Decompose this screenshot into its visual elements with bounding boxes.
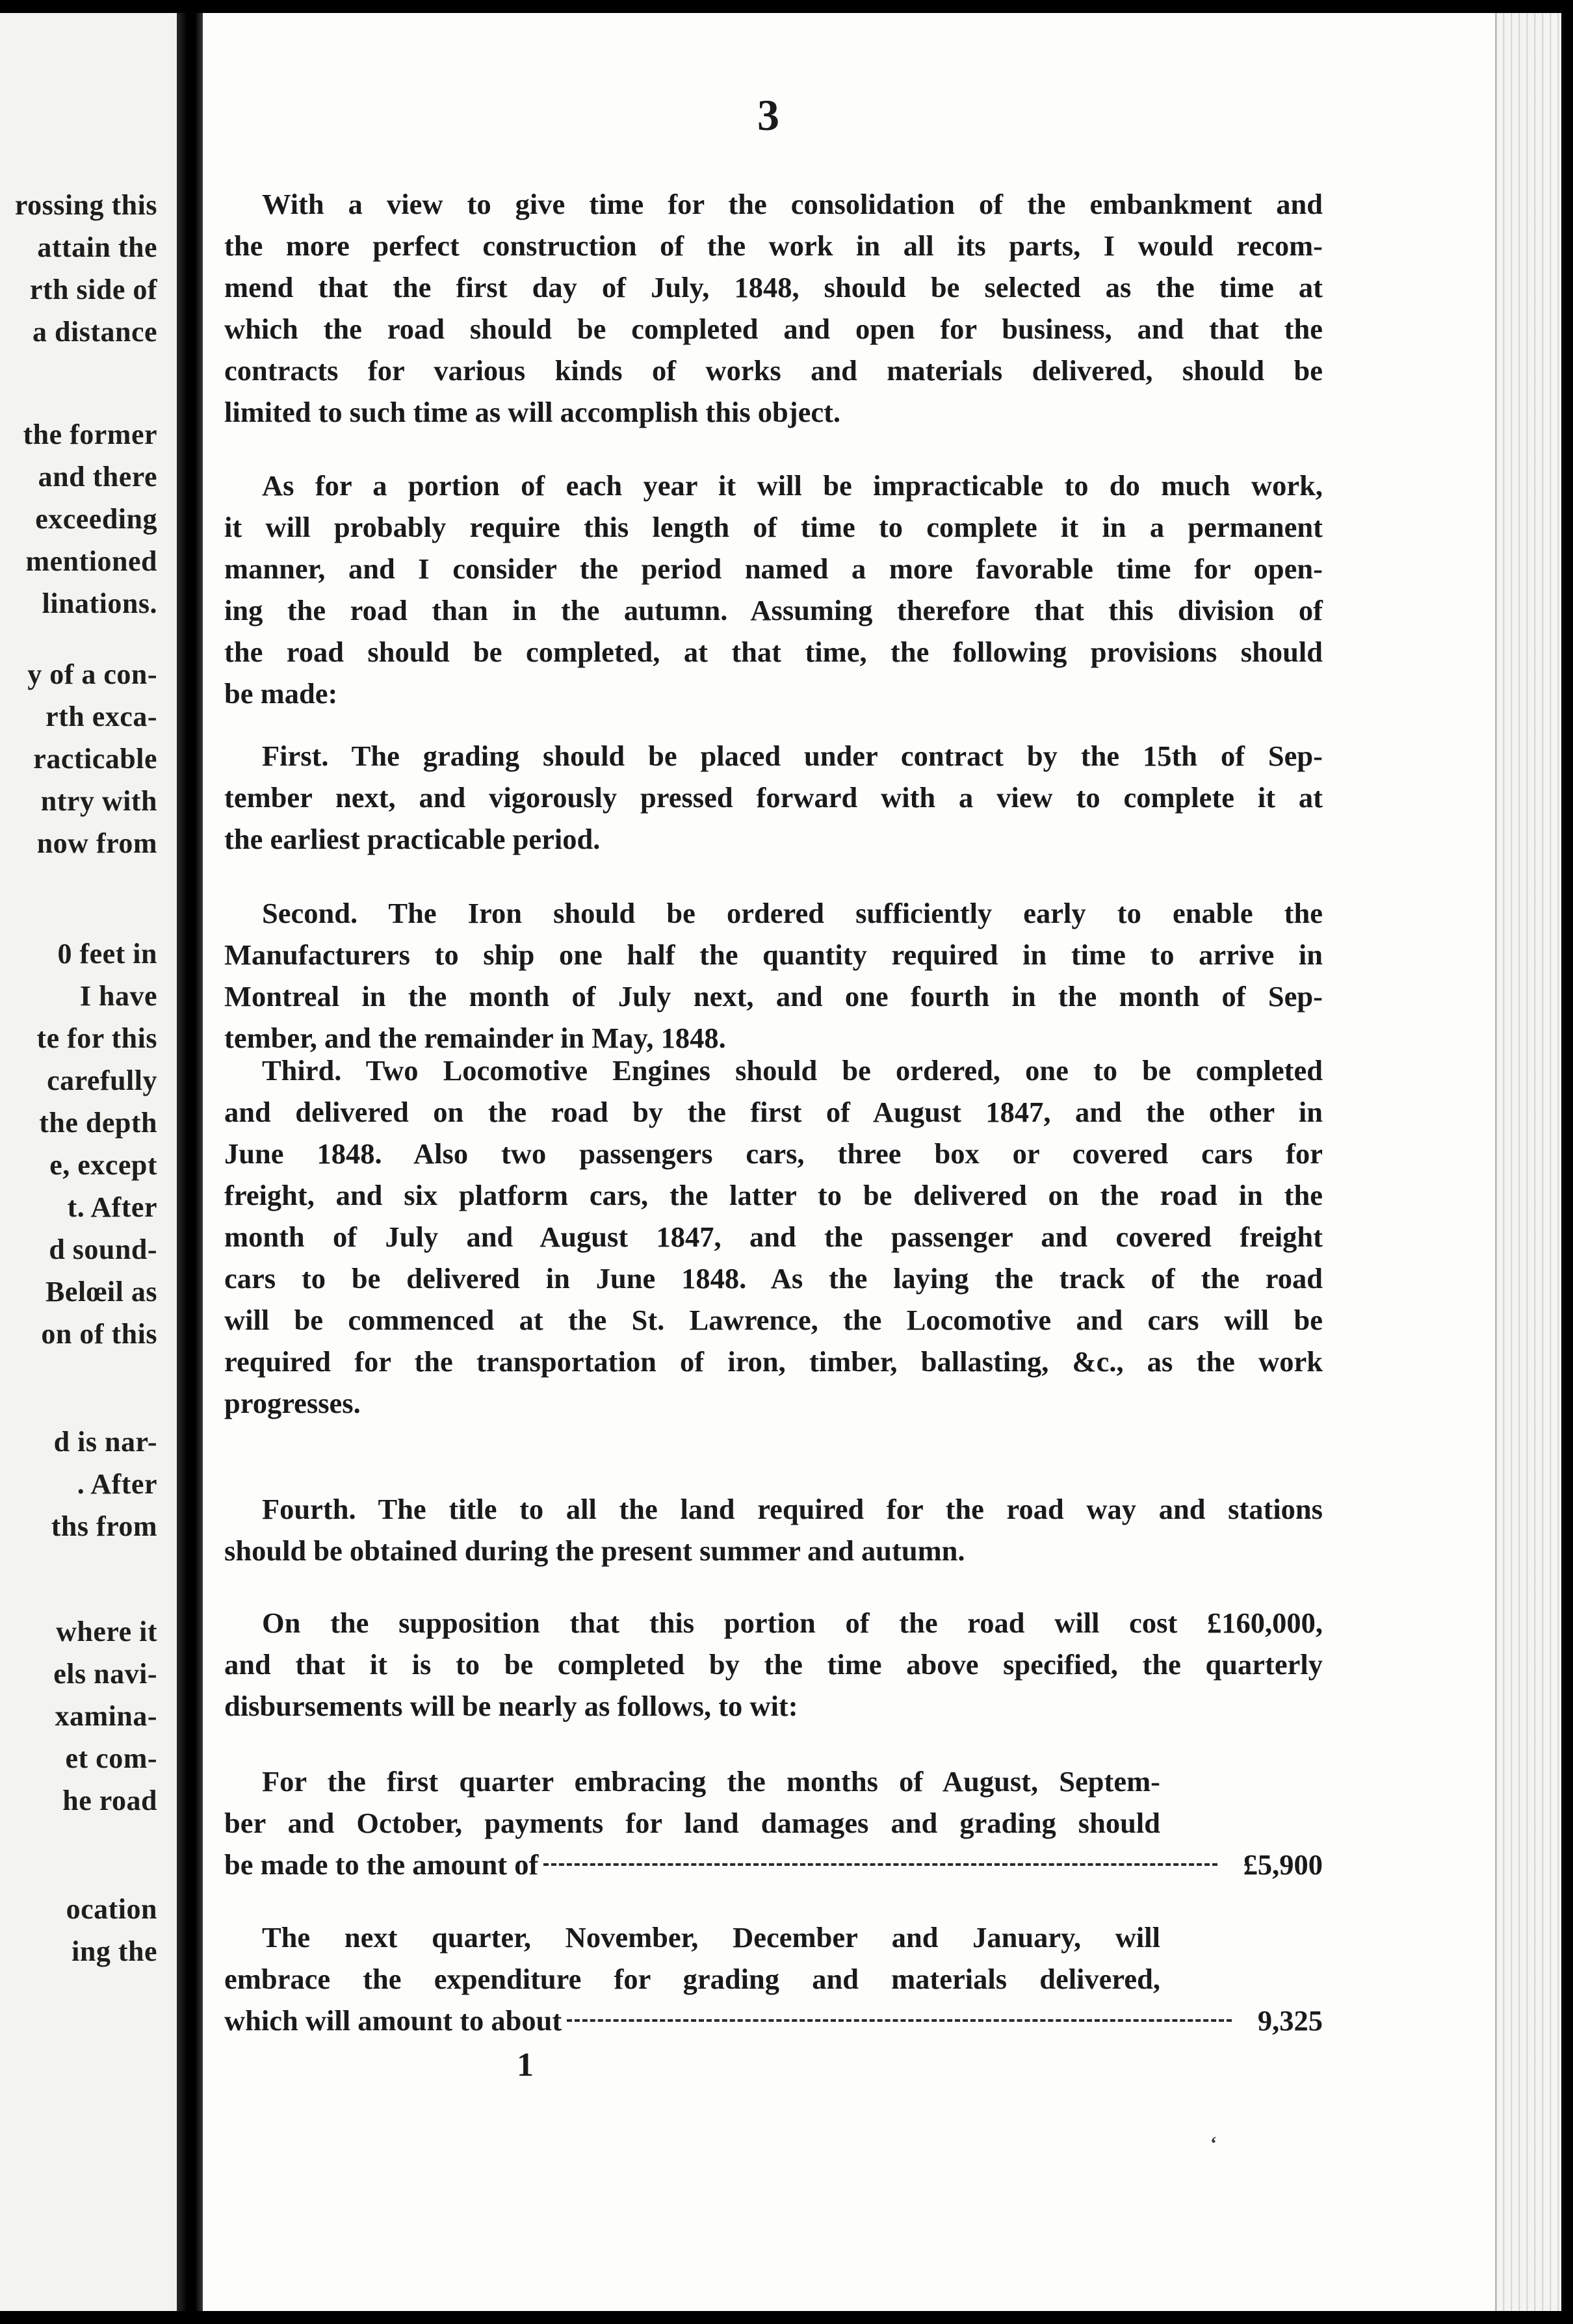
- text-line: which the road should be completed and open for business, and that the: [224, 313, 1323, 345]
- facing-page-line: mentioned: [25, 545, 157, 577]
- text-line: On the supposition that this portion of the road will cost £160,000,: [262, 1607, 1323, 1639]
- text-line: the more perfect construction of the work in all its parts, I would recom-: [224, 229, 1323, 262]
- ledger-line: For the first quarter embracing the months of August, Septem-: [262, 1765, 1160, 1798]
- text-line: June 1848. Also two passengers cars, three box or covered cars for: [224, 1137, 1323, 1170]
- text-line: manner, and I consider the period named a more favorable time for open-: [224, 552, 1323, 585]
- dot-leader: [543, 1863, 1217, 1866]
- scan-border-right: [1561, 0, 1573, 2324]
- scan-border-bottom: [0, 2311, 1573, 2324]
- text-line: freight, and six platform cars, the latter to be delivered on the road in the: [224, 1179, 1323, 1211]
- facing-page-fragment: [0, 13, 177, 2311]
- facing-page-line: where it: [56, 1616, 157, 1647]
- facing-page-line: ing the: [72, 1935, 157, 1967]
- facing-page-line: e, except: [49, 1149, 157, 1181]
- ledger-entry: [224, 1917, 1160, 2000]
- book-gutter: [177, 13, 203, 2311]
- ledger-total-row: [224, 1844, 1323, 1885]
- facing-page-line: rth side of: [29, 274, 157, 305]
- text-line: tember next, and vigorously pressed forward with a view to complete it at: [224, 781, 1323, 814]
- facing-page-line: ths from: [51, 1510, 157, 1542]
- text-line: limited to such time as will accomplish this object.: [224, 396, 841, 428]
- text-line: Fourth. The title to all the land required for the road way and stations: [262, 1493, 1323, 1525]
- text-line: tember, and the remainder in May, 1848.: [224, 1022, 726, 1054]
- paragraph: [224, 892, 1323, 1059]
- facing-page-line: a distance: [32, 316, 157, 348]
- facing-page-line: ocation: [66, 1893, 157, 1925]
- facing-page-line: 0 feet in: [57, 938, 157, 970]
- ledger-total-label: be made to the amount of: [224, 1848, 539, 1881]
- facing-page-line: . After: [77, 1468, 157, 1500]
- facing-page-line: rossing this: [14, 189, 157, 221]
- text-line: cars to be delivered in June 1848. As the laying the track of the road: [224, 1262, 1323, 1295]
- facing-page-line: he road: [62, 1785, 157, 1816]
- signature-mark: 1: [517, 2046, 534, 2084]
- text-line: mend that the first day of July, 1848, should be selected as the time at: [224, 271, 1323, 303]
- dot-leader: [567, 2019, 1232, 2022]
- text-line: As for a portion of each year it will be impracticable to do much work,: [262, 469, 1323, 502]
- text-line: progresses.: [224, 1387, 361, 1419]
- ledger-entry: [224, 1761, 1160, 1844]
- text-line: Manufacturers to ship one half the quantity required in time to arrive in: [224, 938, 1323, 971]
- text-line: month of July and August 1847, and the passenger and covered freight: [224, 1220, 1323, 1253]
- facing-page-line: rth exca-: [46, 701, 157, 732]
- text-line: ing the road than in the autumn. Assuming therefore that this division of: [224, 594, 1323, 626]
- text-line: contracts for various kinds of works and materials delivered, should be: [224, 354, 1323, 387]
- ledger-total-label: which will amount to about: [224, 2004, 562, 2037]
- facing-page-line: xamina-: [55, 1700, 157, 1732]
- text-line: required for the transportation of iron, timber, ballasting, &c., as the work: [224, 1345, 1323, 1378]
- paragraph: [224, 1602, 1323, 1727]
- text-line: the road should be completed, at that time, the following provisions should: [224, 636, 1323, 668]
- facing-page-line: on of this: [41, 1318, 157, 1350]
- facing-page-line: els navi-: [53, 1658, 157, 1690]
- ledger-amount: £5,900: [1243, 1848, 1323, 1881]
- text-line: First. The grading should be placed under contract by the 15th of Sep-: [262, 740, 1323, 772]
- facing-page-line: et com-: [65, 1742, 157, 1774]
- text-line: disbursements will be nearly as follows, to wit:: [224, 1690, 798, 1722]
- paragraph: [224, 183, 1323, 433]
- ledger-line: embrace the expenditure for grading and materials delivered,: [224, 1963, 1160, 1995]
- text-line: be made:: [224, 677, 338, 710]
- text-line: and delivered on the road by the first of August 1847, and the other in: [224, 1096, 1323, 1128]
- text-line: Third. Two Locomotive Engines should be ordered, one to be completed: [262, 1054, 1323, 1087]
- facing-page-line: racticable: [33, 743, 157, 775]
- facing-page-line: d is nar-: [53, 1426, 157, 1458]
- facing-page-line: d sound-: [49, 1233, 157, 1265]
- ledger-total-row: [224, 2000, 1323, 2041]
- facing-page-line: Belœil as: [46, 1276, 157, 1308]
- ledger-line: The next quarter, November, December and January, will: [262, 1921, 1160, 1954]
- text-line: Second. The Iron should be ordered sufficiently early to enable the: [262, 897, 1323, 929]
- paragraph: [224, 735, 1323, 860]
- facing-page-line: now from: [36, 827, 157, 859]
- printers-mark: ʻ: [1210, 2133, 1217, 2154]
- facing-page-line: carefully: [47, 1065, 157, 1096]
- facing-page-line: y of a con-: [27, 658, 157, 690]
- page-edges: [1495, 13, 1561, 2311]
- facing-page-line: I have: [79, 980, 157, 1012]
- ledger-line: ber and October, payments for land damages and grading should: [224, 1807, 1160, 1839]
- paragraph: [224, 465, 1323, 714]
- facing-page-line: and there: [38, 461, 157, 493]
- facing-page-line: te for this: [36, 1022, 157, 1054]
- text-line: will be commenced at the St. Lawrence, the Locomotive and cars will be: [224, 1304, 1323, 1336]
- facing-page-line: t. After: [67, 1191, 157, 1223]
- text-line: and that it is to be completed by the time above specified, the quarterly: [224, 1648, 1323, 1681]
- facing-page-line: exceeding: [35, 503, 157, 535]
- facing-page-line: linations.: [42, 587, 157, 619]
- page-number: 3: [757, 90, 779, 140]
- facing-page-line: the depth: [39, 1107, 157, 1139]
- facing-page-line: the former: [23, 419, 157, 450]
- paragraph: [224, 1488, 1323, 1571]
- facing-page-line: ntry with: [40, 785, 157, 817]
- scan-border-top: [0, 0, 1573, 13]
- text-line: Montreal in the month of July next, and one fourth in the month of Sep-: [224, 980, 1323, 1013]
- text-line: the earliest practicable period.: [224, 823, 601, 855]
- paragraph: [224, 1050, 1323, 1424]
- text-line: should be obtained during the present summer and autumn.: [224, 1534, 965, 1567]
- ledger-amount: 9,325: [1257, 2004, 1323, 2037]
- facing-page-line: attain the: [37, 231, 157, 263]
- text-line: With a view to give time for the consolidation of the embankment and: [262, 188, 1323, 220]
- text-line: it will probably require this length of time to complete it in a permanent: [224, 511, 1323, 543]
